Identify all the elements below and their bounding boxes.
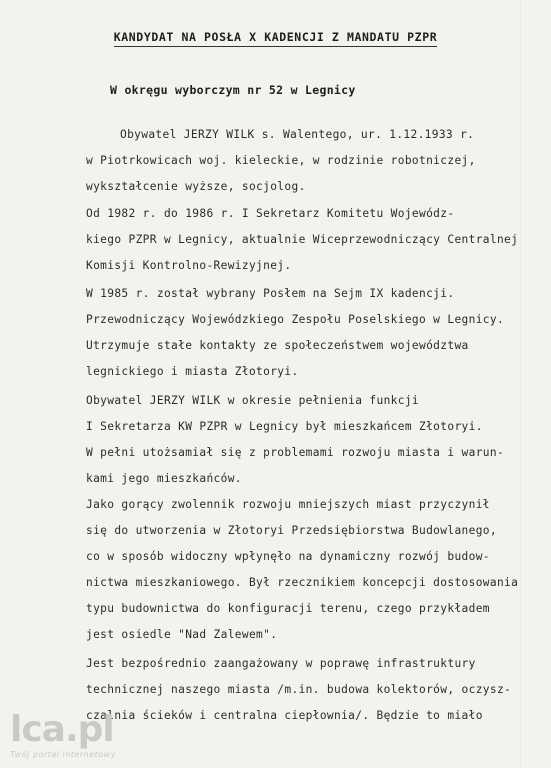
watermark-logo: lca.pl (10, 709, 114, 750)
text-line: Obywatel JERZY WILK s. Walentego, ur. 1.12.1933 r. (120, 128, 475, 141)
text-line: się do utworzenia w Złotoryi Przedsiębiorstwa Budowlanego, (86, 524, 497, 537)
text-line: w Piotrkowicach woj. kieleckie, w rodzinie robotniczej, (86, 154, 476, 167)
text-line: wykształcenie wyższe, socjolog. (86, 180, 306, 193)
text-line: Przewodniczący Wojewódzkiego Zespołu Poselskiego w Legnicy. (86, 313, 505, 326)
text-line: co w sposób widoczny wpłynęło na dynamiczny rozwój budow- (86, 550, 490, 563)
text-line: Jako gorący zwolennik rozwoju mniejszych miast przyczynił (86, 498, 490, 511)
text-line: Komisji Kontrolno-Rewizyjnej. (86, 259, 292, 272)
text-line: typu budownictwa do konfiguracji terenu, czego przykładem (86, 602, 490, 615)
text-line: W 1985 r. został wybrany Posłem na Sejm IX kadencji. (86, 287, 455, 300)
paper-crease (520, 0, 521, 768)
text-line: legnickiego i miasta Złotoryi. (86, 365, 299, 378)
text-line: Utrzymuje stałe kontakty ze społeczeństwem województwa (86, 339, 469, 352)
text-line: Jest bezpośrednio zaangażowany w poprawę infrastruktury (86, 657, 476, 670)
text-line: kami jego mieszkańców. (86, 472, 242, 485)
text-line: technicznej naszego miasta /m.in. budowa kolektorów, oczysz- (86, 683, 512, 696)
text-line: czalnia ścieków i centralna ciepłownia/. Będzie to miało (86, 709, 483, 722)
text-line: jest osiedle "Nad Zalewem". (86, 628, 278, 641)
heading-text: KANDYDAT NA POSŁA X KADENCJI Z MANDATU PZPR (114, 30, 438, 47)
text-line: I Sekretarza KW PZPR w Legnicy był mieszkańcem Złotoryi. (86, 420, 483, 433)
portal-watermark (10, 709, 116, 759)
text-line: Obywatel JERZY WILK w okresie pełnienia funkcji (86, 394, 420, 407)
watermark-tagline: Twój portal internetowy (10, 750, 116, 759)
text-line: kiego PZPR w Legnicy, aktualnie Wiceprzewodniczący Centralnej (86, 233, 519, 246)
text-line: W pełni utożsamiał się z problemami rozwoju miasta i warun- (86, 446, 505, 459)
electoral-district: W okręgu wyborczym nr 52 w Legnicy (110, 83, 356, 97)
text-line: nictwa mieszkaniowego. Był rzecznikiem koncepcji dostosowania (86, 576, 519, 589)
document-heading (0, 30, 551, 44)
text-line: Od 1982 r. do 1986 r. I Sekretarz Komitetu Wojewódz- (86, 207, 455, 220)
